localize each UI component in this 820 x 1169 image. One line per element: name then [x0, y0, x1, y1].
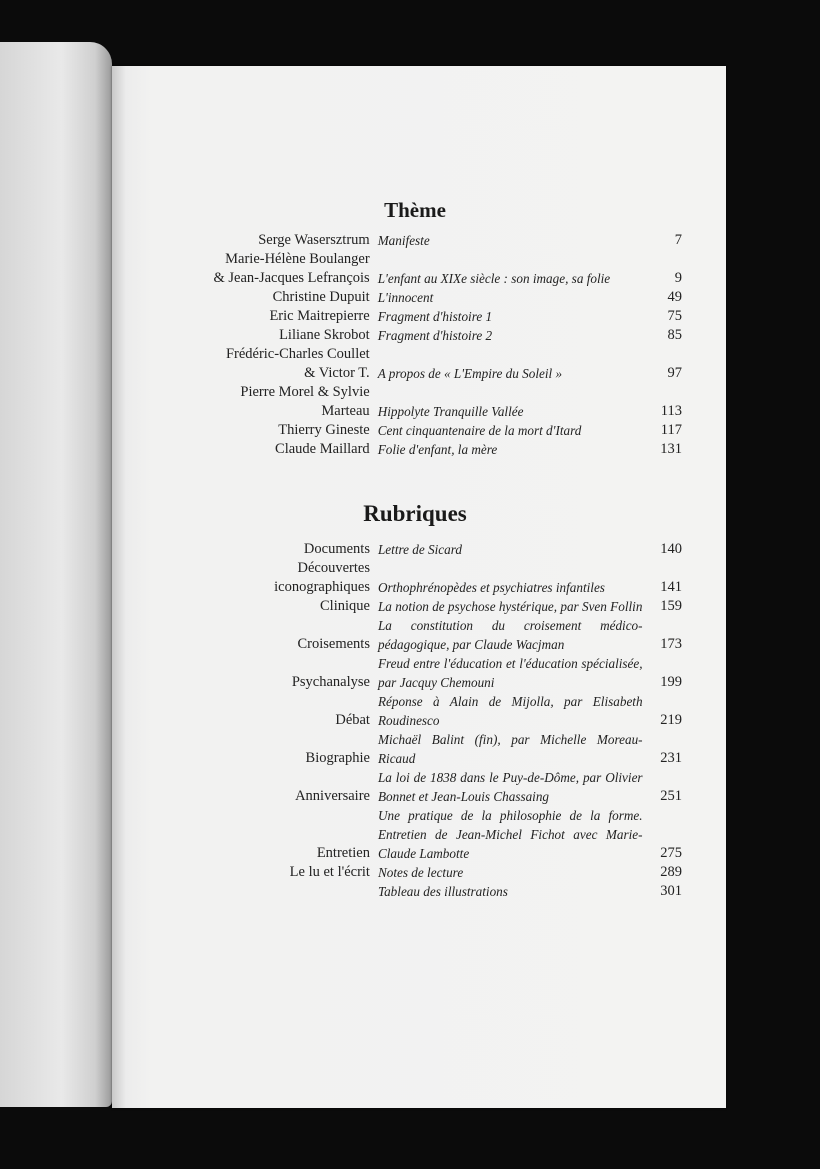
toc-page-number: 275 — [660, 845, 682, 861]
toc-page-number: 173 — [660, 636, 682, 652]
toc-page-number: 199 — [660, 674, 682, 690]
toc-entry — [212, 288, 682, 307]
toc-theme-body — [212, 231, 682, 459]
toc-rubriques-body — [212, 540, 682, 901]
toc-page-number: 219 — [660, 712, 682, 728]
toc-entry — [212, 250, 682, 288]
toc-page-number: 301 — [660, 883, 682, 899]
toc-entry — [212, 730, 682, 768]
section-title-rubriques: Rubriques — [363, 501, 467, 526]
toc-author: Psychanalyse — [291, 674, 370, 690]
table-of-contents-page — [112, 66, 726, 1108]
toc-author: Christine Dupuit — [272, 289, 370, 305]
toc-entry — [212, 383, 682, 421]
toc-page-number: 49 — [667, 289, 682, 305]
toc-author — [212, 882, 378, 901]
toc-author: Entretien — [316, 845, 370, 861]
section-title-theme: Thème — [384, 198, 446, 222]
toc-page-number: 7 — [674, 232, 682, 248]
toc-entry — [212, 440, 682, 459]
toc-author: Anniversaire — [295, 788, 370, 804]
toc-page-number: 140 — [660, 541, 682, 557]
toc-author: Le lu et l'écrit — [289, 864, 370, 880]
toc-page-number: 159 — [660, 598, 682, 614]
toc-page-number: 113 — [660, 403, 682, 419]
toc-theme — [212, 231, 682, 459]
toc-title: A propos de « L'Empire du Soleil » — [377, 366, 563, 381]
toc-page-number: 131 — [660, 441, 682, 457]
toc-title: L'innocent — [377, 290, 434, 305]
toc-entry — [212, 559, 682, 597]
toc-title: Freud entre l'éducation et l'éducation spécialisée, par Jacquy Chemouni — [377, 656, 643, 690]
toc-entry — [212, 768, 682, 806]
toc-title: Orthophrénopèdes et psychiatres infantiles — [377, 580, 605, 595]
toc-author: Croisements — [297, 636, 370, 652]
toc-title: La loi de 1838 dans le Puy-de-Dôme, par Olivier Bonnet et Jean-Louis Chassaing — [377, 770, 643, 804]
toc-entry — [212, 540, 682, 559]
toc-title: Hippolyte Tranquille Vallée — [377, 404, 524, 419]
toc-entry — [212, 616, 682, 654]
toc-page-number: 97 — [667, 365, 682, 381]
toc-title: Réponse à Alain de Mijolla, par Elisabeth Roudinesco — [377, 694, 643, 728]
toc-entry — [212, 231, 682, 250]
toc-author: Eric Maitrepierre — [269, 308, 370, 324]
toc-title: Michaël Balint (fin), par Michelle Moreau-Ricaud — [377, 732, 643, 766]
toc-title: Manifeste — [377, 233, 430, 248]
toc-page-number: 85 — [667, 327, 682, 343]
toc-title: La constitution du croisement médico-pédagogique, par Claude Wacjman — [377, 618, 643, 652]
toc-title: L'enfant au XIXe siècle : son image, sa folie — [377, 271, 611, 286]
toc-title: Une pratique de la philosophie de la forme. Entretien de Jean-Michel Fichot avec Marie-Claude Lambotte — [377, 808, 643, 861]
toc-entry — [212, 882, 682, 901]
facing-page-edge — [0, 42, 112, 1107]
toc-title: Cent cinquantenaire de la mort d'Itard — [377, 423, 582, 438]
toc-author: Serge Wasersztrum — [258, 232, 370, 248]
toc-page-number: 75 — [667, 308, 682, 324]
toc-page-number: 289 — [660, 864, 682, 880]
toc-title: La notion de psychose hystérique, par Sven Follin — [377, 599, 643, 614]
toc-title: Tableau des illustrations — [377, 884, 508, 899]
toc-author: Liliane Skrobot — [279, 327, 370, 343]
toc-page-number: 251 — [660, 788, 682, 804]
toc-author: Thierry Gineste — [278, 422, 370, 438]
toc-title: Fragment d'histoire 2 — [377, 328, 493, 343]
toc-author: Débat — [335, 712, 370, 728]
toc-entry — [212, 345, 682, 383]
toc-page-number: 231 — [660, 750, 682, 766]
toc-page-number: 117 — [660, 422, 682, 438]
toc-title: Folie d'enfant, la mère — [377, 442, 498, 457]
toc-entry — [212, 654, 682, 692]
toc-entry — [212, 326, 682, 345]
toc-author: Biographie — [305, 750, 370, 766]
toc-author: Frédéric-Charles Coullet & Victor T. — [225, 346, 370, 381]
toc-rubriques — [212, 540, 682, 901]
toc-title: Notes de lecture — [377, 865, 464, 880]
toc-author: Documents — [303, 541, 370, 557]
toc-entry — [212, 806, 682, 863]
toc-author: Clinique — [320, 598, 370, 614]
toc-title: Fragment d'histoire 1 — [377, 309, 493, 324]
toc-page-number: 9 — [674, 270, 682, 286]
toc-page-number: 141 — [660, 579, 682, 595]
toc-entry — [212, 863, 682, 882]
toc-entry — [212, 307, 682, 326]
toc-author: Pierre Morel & Sylvie Marteau — [240, 384, 370, 419]
toc-entry — [212, 692, 682, 730]
toc-author: Claude Maillard — [275, 441, 370, 457]
toc-author: Marie-Hélène Boulanger & Jean-Jacques Lefrançois — [213, 251, 370, 286]
toc-author: Découvertes iconographiques — [274, 560, 370, 595]
toc-title: Lettre de Sicard — [377, 542, 462, 557]
toc-entry — [212, 597, 682, 616]
toc-entry — [212, 421, 682, 440]
